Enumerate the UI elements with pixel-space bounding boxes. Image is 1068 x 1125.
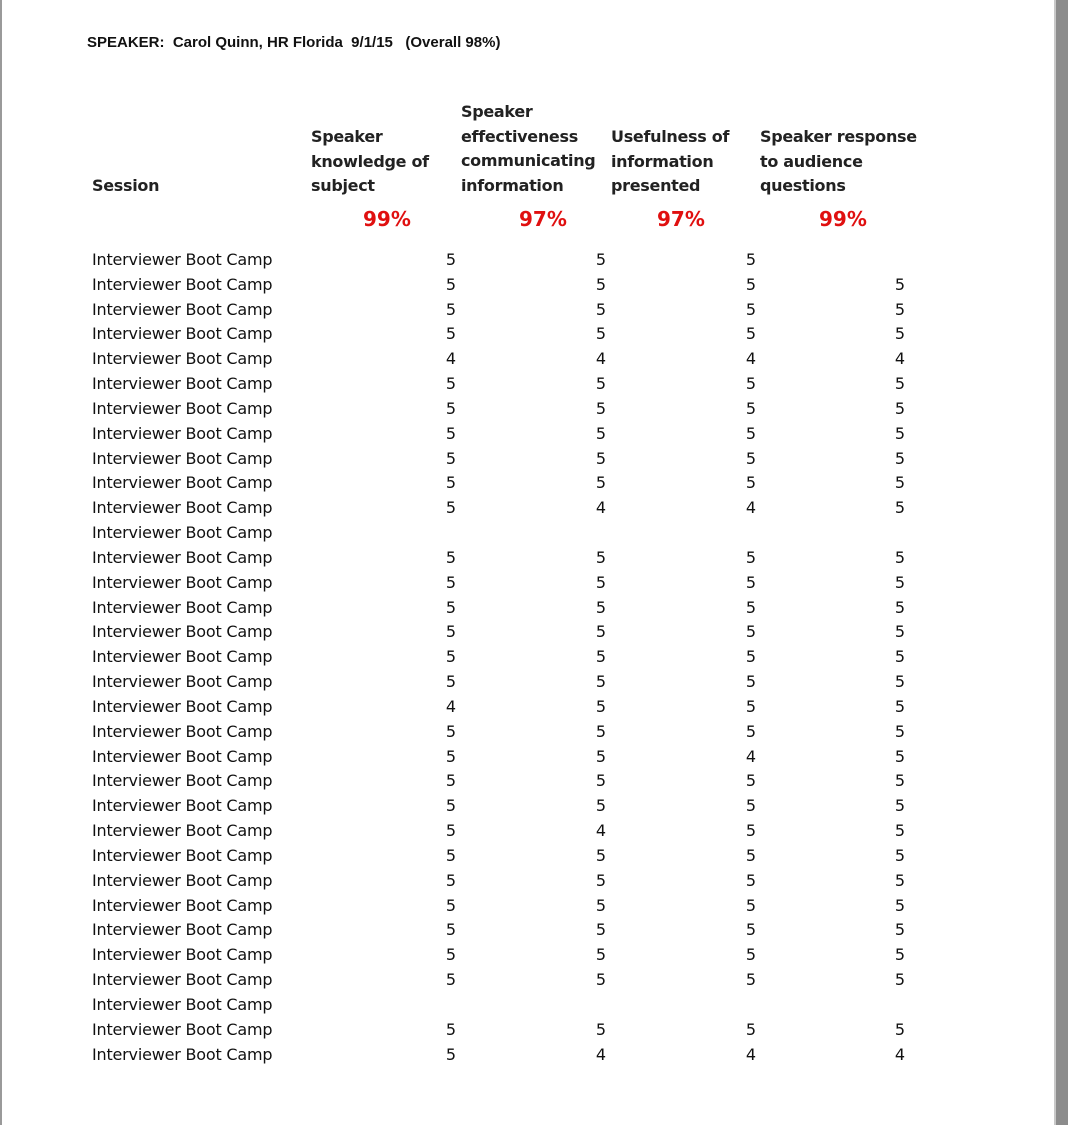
cell-session: Interviewer Boot Camp	[92, 796, 273, 816]
cell-response: 4	[894, 1044, 905, 1064]
table-row	[0, 846, 1050, 871]
cell-response: 5	[894, 274, 905, 294]
cell-session: Interviewer Boot Camp	[92, 349, 273, 369]
cell-usefulness: 5	[745, 845, 756, 865]
table-row	[0, 747, 1050, 772]
header-response-line: questions	[760, 176, 846, 195]
table-row	[0, 796, 1050, 821]
table-row	[0, 1020, 1050, 1045]
cell-response: 5	[894, 870, 905, 890]
cell-usefulness: 5	[745, 895, 756, 915]
cell-session: Interviewer Boot Camp	[92, 299, 273, 319]
cell-session: Interviewer Boot Camp	[92, 274, 273, 294]
cell-response: 5	[894, 398, 905, 418]
cell-usefulness: 5	[745, 870, 756, 890]
cell-session: Interviewer Boot Camp	[92, 970, 273, 990]
cell-session: Interviewer Boot Camp	[92, 845, 273, 865]
cell-response: 5	[894, 970, 905, 990]
cell-session: Interviewer Boot Camp	[92, 672, 273, 692]
cell-knowledge: 5	[445, 547, 456, 567]
cell-session: Interviewer Boot Camp	[92, 945, 273, 965]
header-session	[92, 174, 159, 199]
cell-knowledge: 5	[445, 622, 456, 642]
table-row	[0, 374, 1050, 399]
cell-knowledge: 5	[445, 845, 456, 865]
cell-knowledge: 5	[445, 796, 456, 816]
table-row	[0, 424, 1050, 449]
cell-knowledge: 5	[445, 1044, 456, 1064]
table-row	[0, 821, 1050, 846]
cell-effectiveness: 5	[595, 448, 606, 468]
cell-effectiveness: 5	[595, 870, 606, 890]
cell-effectiveness: 5	[595, 672, 606, 692]
cell-session: Interviewer Boot Camp	[92, 696, 273, 716]
cell-usefulness: 5	[745, 721, 756, 741]
cell-response: 5	[894, 746, 905, 766]
cell-session: Interviewer Boot Camp	[92, 374, 273, 394]
cell-response: 4	[894, 349, 905, 369]
cell-effectiveness: 5	[595, 622, 606, 642]
header-knowledge-line: knowledge of	[311, 151, 429, 171]
header-effectiveness-line: effectiveness	[461, 126, 578, 146]
cell-usefulness: 4	[745, 349, 756, 369]
header-response-line: to audience	[760, 151, 863, 171]
cell-response: 5	[894, 920, 905, 940]
cell-session: Interviewer Boot Camp	[92, 1044, 273, 1064]
cell-knowledge: 4	[445, 696, 456, 716]
cell-knowledge: 5	[445, 970, 456, 990]
cell-response: 5	[894, 821, 905, 841]
cell-knowledge: 5	[445, 945, 456, 965]
cell-knowledge: 5	[445, 771, 456, 791]
cell-session: Interviewer Boot Camp	[92, 423, 273, 443]
table-row	[0, 349, 1050, 374]
table-row	[0, 771, 1050, 796]
cell-effectiveness: 5	[595, 796, 606, 816]
cell-response: 5	[894, 771, 905, 791]
cell-usefulness: 5	[745, 1019, 756, 1039]
cell-response: 5	[894, 845, 905, 865]
cell-effectiveness: 4	[595, 1044, 606, 1064]
table-row	[0, 945, 1050, 970]
cell-session: Interviewer Boot Camp	[92, 572, 273, 592]
table-row	[0, 672, 1050, 697]
cell-session: Interviewer Boot Camp	[92, 746, 273, 766]
cell-response: 5	[894, 895, 905, 915]
cell-knowledge: 5	[445, 473, 456, 493]
cell-usefulness: 5	[745, 647, 756, 667]
cell-effectiveness: 5	[595, 597, 606, 617]
cell-usefulness: 4	[745, 1044, 756, 1064]
header-knowledge-line: subject	[311, 176, 375, 195]
table-row	[0, 324, 1050, 349]
cell-usefulness: 5	[745, 547, 756, 567]
table-row	[0, 449, 1050, 474]
cell-effectiveness: 5	[595, 696, 606, 716]
cell-effectiveness: 5	[595, 473, 606, 493]
page-right-shadow	[1056, 0, 1068, 1125]
table-row	[0, 647, 1050, 672]
header-knowledge	[311, 125, 451, 199]
cell-knowledge: 5	[445, 597, 456, 617]
table-row	[0, 995, 1050, 1020]
header-usefulness	[611, 125, 751, 199]
cell-effectiveness: 5	[595, 423, 606, 443]
cell-response: 5	[894, 622, 905, 642]
cell-effectiveness: 4	[595, 498, 606, 518]
header-response	[760, 125, 920, 199]
table-row	[0, 871, 1050, 896]
header-effectiveness-line: information	[461, 175, 564, 195]
cell-response: 5	[894, 647, 905, 667]
cell-response: 5	[894, 796, 905, 816]
cell-session: Interviewer Boot Camp	[92, 622, 273, 642]
cell-session: Interviewer Boot Camp	[92, 1019, 273, 1039]
cell-usefulness: 5	[745, 398, 756, 418]
table-row	[0, 523, 1050, 548]
cell-response: 5	[894, 423, 905, 443]
cell-usefulness: 5	[745, 920, 756, 940]
cell-usefulness: 5	[745, 448, 756, 468]
cell-effectiveness: 5	[595, 398, 606, 418]
cell-knowledge: 5	[445, 324, 456, 344]
table-row	[0, 498, 1050, 523]
cell-response: 5	[894, 945, 905, 965]
cell-effectiveness: 5	[595, 721, 606, 741]
cell-effectiveness: 5	[595, 945, 606, 965]
cell-usefulness: 5	[745, 374, 756, 394]
cell-usefulness: 4	[745, 498, 756, 518]
cell-effectiveness: 5	[595, 274, 606, 294]
table-row	[0, 399, 1050, 424]
cell-knowledge: 5	[445, 398, 456, 418]
percent-response: 99%	[819, 207, 867, 231]
cell-knowledge: 5	[445, 895, 456, 915]
cell-usefulness: 5	[745, 423, 756, 443]
cell-effectiveness: 5	[595, 299, 606, 319]
cell-session: Interviewer Boot Camp	[92, 523, 273, 543]
cell-response: 5	[894, 721, 905, 741]
percent-knowledge: 99%	[363, 207, 411, 231]
cell-usefulness: 5	[745, 945, 756, 965]
table-row	[0, 697, 1050, 722]
cell-knowledge: 5	[445, 647, 456, 667]
cell-response: 5	[894, 473, 905, 493]
cell-knowledge: 5	[445, 448, 456, 468]
cell-effectiveness: 5	[595, 250, 606, 269]
cell-effectiveness: 5	[595, 920, 606, 940]
cell-session: Interviewer Boot Camp	[92, 498, 273, 518]
cell-effectiveness: 5	[595, 547, 606, 567]
cell-session: Interviewer Boot Camp	[92, 821, 273, 841]
header-effectiveness-line: communicating	[461, 151, 596, 170]
cell-usefulness: 5	[745, 696, 756, 716]
cell-effectiveness: 5	[595, 374, 606, 394]
cell-session: Interviewer Boot Camp	[92, 448, 273, 468]
table-row	[0, 622, 1050, 647]
table-row	[0, 1045, 1050, 1070]
cell-knowledge: 5	[445, 821, 456, 841]
cell-knowledge: 5	[445, 423, 456, 443]
cell-effectiveness: 5	[595, 771, 606, 791]
cell-session: Interviewer Boot Camp	[92, 473, 273, 493]
cell-usefulness: 5	[745, 796, 756, 816]
table-row	[0, 548, 1050, 573]
cell-response: 5	[894, 672, 905, 692]
cell-knowledge: 5	[445, 1019, 456, 1039]
header-response-line: Speaker response	[760, 127, 917, 146]
percent-usefulness: 97%	[657, 207, 705, 231]
cell-usefulness: 5	[745, 970, 756, 990]
table-row	[0, 250, 1050, 275]
header-effectiveness-line: Speaker	[461, 102, 533, 121]
table-row	[0, 275, 1050, 300]
cell-response: 5	[894, 324, 905, 344]
cell-effectiveness: 5	[595, 970, 606, 990]
cell-response: 5	[894, 498, 905, 518]
cell-session: Interviewer Boot Camp	[92, 250, 273, 269]
header-usefulness-line: presented	[611, 176, 701, 195]
cell-effectiveness: 4	[595, 349, 606, 369]
header-usefulness-line: information	[611, 151, 714, 171]
cell-effectiveness: 5	[595, 845, 606, 865]
cell-effectiveness: 5	[595, 572, 606, 592]
table-row	[0, 300, 1050, 325]
cell-effectiveness: 4	[595, 821, 606, 841]
percent-effectiveness: 97%	[519, 207, 567, 231]
cell-knowledge: 5	[445, 572, 456, 592]
table-row	[0, 970, 1050, 995]
cell-response: 5	[894, 547, 905, 567]
page-title: SPEAKER: Carol Quinn, HR Florida 9/1/15 (Overall 98%)	[87, 34, 501, 51]
cell-session: Interviewer Boot Camp	[92, 597, 273, 617]
cell-response: 5	[894, 448, 905, 468]
cell-session: Interviewer Boot Camp	[92, 398, 273, 418]
cell-effectiveness: 5	[595, 324, 606, 344]
cell-session: Interviewer Boot Camp	[92, 994, 273, 1014]
cell-knowledge: 5	[445, 274, 456, 294]
cell-session: Interviewer Boot Camp	[92, 324, 273, 344]
table-row	[0, 473, 1050, 498]
cell-response: 5	[894, 572, 905, 592]
cell-knowledge: 5	[445, 672, 456, 692]
cell-knowledge: 5	[445, 498, 456, 518]
cell-session: Interviewer Boot Camp	[92, 920, 273, 940]
cell-usefulness: 5	[745, 274, 756, 294]
header-effectiveness	[461, 100, 601, 198]
cell-response: 5	[894, 374, 905, 394]
cell-effectiveness: 5	[595, 746, 606, 766]
cell-session: Interviewer Boot Camp	[92, 771, 273, 791]
cell-response: 5	[894, 299, 905, 319]
cell-usefulness: 5	[745, 597, 756, 617]
header-session-line: Session	[92, 176, 160, 195]
cell-knowledge: 5	[445, 299, 456, 319]
cell-effectiveness: 5	[595, 647, 606, 667]
cell-usefulness: 5	[745, 473, 756, 493]
cell-knowledge: 5	[445, 870, 456, 890]
cell-session: Interviewer Boot Camp	[92, 895, 273, 915]
table-row	[0, 722, 1050, 747]
cell-session: Interviewer Boot Camp	[92, 547, 273, 567]
cell-session: Interviewer Boot Camp	[92, 647, 273, 667]
cell-knowledge: 5	[445, 721, 456, 741]
cell-knowledge: 5	[445, 746, 456, 766]
cell-session: Interviewer Boot Camp	[92, 870, 273, 890]
cell-usefulness: 5	[745, 324, 756, 344]
cell-response: 5	[894, 597, 905, 617]
cell-knowledge: 4	[445, 349, 456, 369]
header-knowledge-line: Speaker	[311, 127, 383, 146]
cell-effectiveness: 5	[595, 1019, 606, 1039]
cell-usefulness: 5	[745, 672, 756, 692]
cell-response: 5	[894, 1019, 905, 1039]
header-usefulness-line: Usefulness of	[611, 127, 730, 146]
table-row	[0, 896, 1050, 921]
cell-knowledge: 5	[445, 374, 456, 394]
cell-session: Interviewer Boot Camp	[92, 721, 273, 741]
cell-effectiveness: 5	[595, 895, 606, 915]
table-row	[0, 598, 1050, 623]
cell-usefulness: 5	[745, 622, 756, 642]
table-row	[0, 573, 1050, 598]
table-row	[0, 920, 1050, 945]
cell-usefulness: 5	[745, 572, 756, 592]
cell-knowledge: 5	[445, 920, 456, 940]
cell-usefulness: 4	[745, 746, 756, 766]
cell-response: 5	[894, 696, 905, 716]
cell-usefulness: 5	[745, 250, 756, 269]
cell-usefulness: 5	[745, 821, 756, 841]
cell-knowledge: 5	[445, 250, 456, 269]
cell-usefulness: 5	[745, 771, 756, 791]
cell-usefulness: 5	[745, 299, 756, 319]
